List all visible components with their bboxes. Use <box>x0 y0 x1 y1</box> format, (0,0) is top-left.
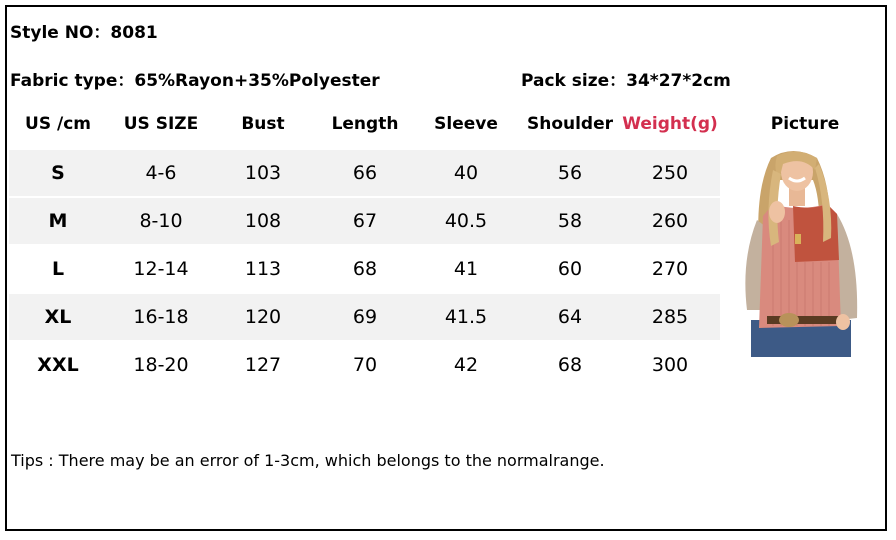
bust-cell: 108 <box>244 210 282 232</box>
length-cell: 66 <box>352 162 378 184</box>
sleeve-cell: 40 <box>453 162 479 184</box>
size-cell: S <box>51 162 65 184</box>
header-bust: Bust <box>241 114 285 134</box>
weight-cell: 285 <box>651 306 689 328</box>
table-row <box>9 294 720 340</box>
shoulder-cell: 58 <box>557 210 583 232</box>
length-cell: 67 <box>352 210 378 232</box>
shoulder-cell: 60 <box>557 258 583 280</box>
fabric-type: Fabric type：65%Rayon+35%Polyester <box>10 71 380 91</box>
shoulder-cell: 68 <box>557 354 583 376</box>
weight-cell: 270 <box>651 258 689 280</box>
style-number: Style NO：8081 <box>10 23 158 43</box>
us-size-cell: 8-10 <box>139 210 183 232</box>
header-length: Length <box>331 114 399 134</box>
us-size-cell: 4-6 <box>145 162 177 184</box>
sleeve-cell: 42 <box>453 354 479 376</box>
header-us-cm: US /cm <box>25 114 91 134</box>
length-cell: 68 <box>352 258 378 280</box>
weight-cell: 260 <box>651 210 689 232</box>
sleeve-cell: 41 <box>453 258 479 280</box>
header-shoulder: Shoulder <box>526 114 614 134</box>
shoulder-cell: 64 <box>557 306 583 328</box>
pack-size: Pack size：34*27*2cm <box>521 71 731 91</box>
sleeve-cell: 41.5 <box>444 306 488 328</box>
bust-cell: 103 <box>244 162 282 184</box>
header-sleeve: Sleeve <box>434 114 498 134</box>
us-size-cell: 18-20 <box>133 354 189 376</box>
bust-cell: 120 <box>244 306 282 328</box>
shoulder-cell: 56 <box>557 162 583 184</box>
bust-cell: 127 <box>244 354 282 376</box>
sleeve-cell: 40.5 <box>444 210 488 232</box>
length-cell: 70 <box>352 354 378 376</box>
product-photo <box>733 150 863 357</box>
table-row <box>9 198 720 244</box>
size-cell: XXL <box>37 354 79 376</box>
size-cell: XL <box>44 306 72 328</box>
tips-note: Tips : There may be an error of 1-3cm, which belongs to the normalrange. <box>11 451 605 470</box>
size-cell: L <box>51 258 65 280</box>
length-cell: 69 <box>352 306 378 328</box>
weight-cell: 300 <box>651 354 689 376</box>
header-us-size: US SIZE <box>123 114 199 134</box>
weight-cell: 250 <box>651 162 689 184</box>
table-row <box>9 150 720 196</box>
us-size-cell: 16-18 <box>133 306 189 328</box>
us-size-cell: 12-14 <box>133 258 189 280</box>
header-picture: Picture <box>770 114 840 134</box>
table-row <box>9 246 720 292</box>
size-cell: M <box>48 210 68 232</box>
header-weight: Weight(g) <box>622 114 718 134</box>
table-row <box>9 342 720 388</box>
bust-cell: 113 <box>244 258 282 280</box>
